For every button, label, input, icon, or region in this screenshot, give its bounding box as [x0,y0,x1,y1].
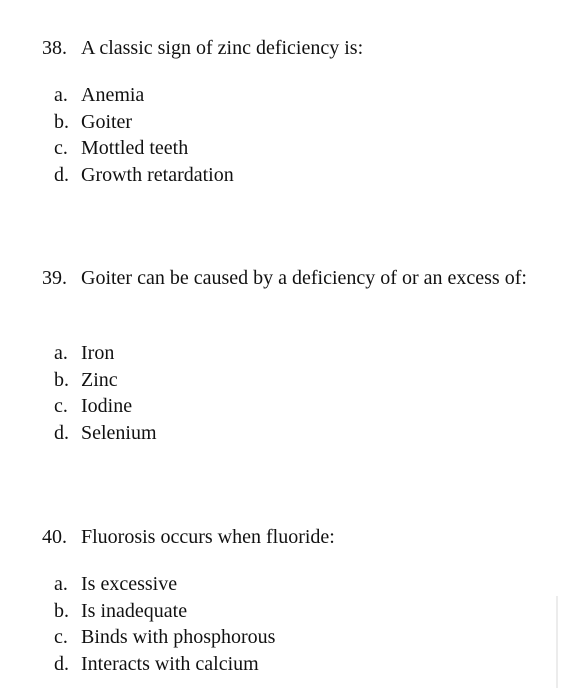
option-letter: a. [54,342,68,364]
question-number: 38. [42,37,67,59]
option-text: Selenium [81,422,157,445]
option-c[interactable] [0,624,566,651]
question-text: A classic sign of zinc deficiency is: [81,37,364,59]
option-text: Is excessive [81,573,178,595]
option-letter: c. [54,395,68,418]
option-a[interactable] [0,571,566,598]
options-39 [0,340,566,447]
option-letter: a. [54,573,68,595]
option-letter: d. [54,164,69,187]
question-text: Goiter can be caused by a deficiency of or an excess of: [81,267,527,289]
options-38 [0,82,566,189]
option-letter: b. [54,110,69,133]
option-letter: c. [54,137,68,160]
page-edge-divider [556,596,558,688]
option-b[interactable] [0,598,566,625]
question-text: Fluorosis occurs when fluoride: [81,526,335,548]
question-number: 40. [42,526,67,548]
option-text: Binds with phosphorous [81,626,276,649]
option-letter: a. [54,84,68,106]
options-40 [0,571,566,678]
option-d[interactable] [0,162,566,189]
option-text: Growth retardation [81,164,234,187]
option-text: Anemia [81,84,145,106]
option-text: Zinc [81,368,118,391]
option-d[interactable] [0,420,566,447]
option-text: Interacts with calcium [81,653,259,676]
option-text: Goiter [81,110,133,133]
option-a[interactable] [0,340,566,367]
option-letter: b. [54,368,69,391]
option-text: Iodine [81,395,133,418]
option-letter: d. [54,422,69,445]
option-letter: b. [54,599,69,622]
option-b[interactable] [0,109,566,136]
option-letter: d. [54,653,69,676]
option-a[interactable] [0,82,566,109]
option-text: Is inadequate [81,599,188,622]
question-number: 39. [42,267,67,289]
option-c[interactable] [0,135,566,162]
option-b[interactable] [0,367,566,394]
option-d[interactable] [0,651,566,678]
option-letter: c. [54,626,68,649]
option-text: Mottled teeth [81,137,189,160]
option-c[interactable] [0,393,566,420]
option-text: Iron [81,342,115,364]
